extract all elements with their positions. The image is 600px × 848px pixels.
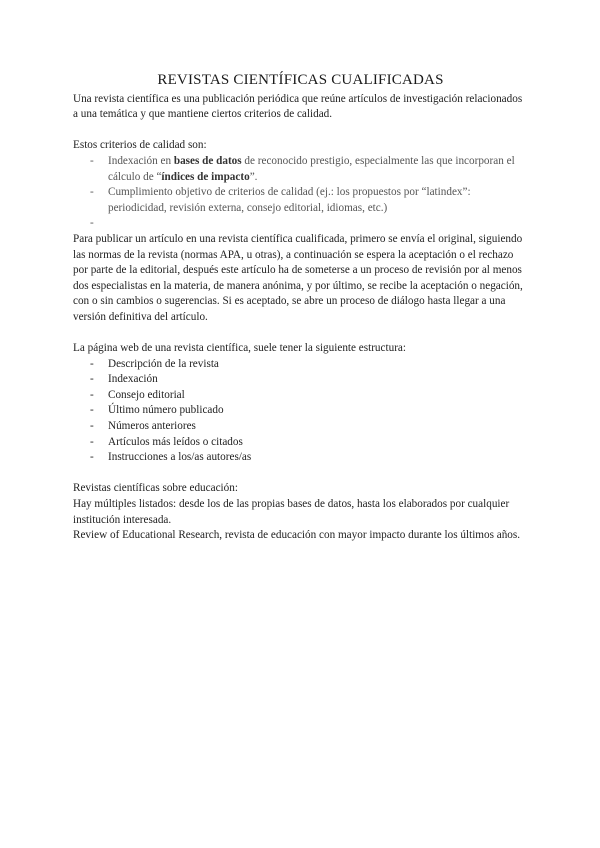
bullet: - <box>90 404 94 417</box>
criteria-list <box>73 154 528 232</box>
list-item <box>73 450 528 466</box>
criteria-item-text: ”. <box>249 170 258 183</box>
bullet: - <box>90 357 94 370</box>
bullet: - <box>90 154 94 167</box>
bullet: - <box>90 451 94 464</box>
spacer <box>73 326 528 342</box>
list-item-text: Indexación <box>108 373 158 386</box>
bullet: - <box>90 217 94 230</box>
bullet: - <box>90 186 94 199</box>
list-item-text: Último número publicado <box>108 404 224 417</box>
intro-paragraph: Una revista científica es una publicación periódica que reúne artículos de investigación relacionados a una temática y que mantiene ciertos criterios de calidad. <box>73 92 523 121</box>
bullet: - <box>90 420 94 433</box>
criteria-item-text: de reconocido prestigio, especialmente las que incorporan el cálculo de “ <box>108 154 515 183</box>
list-item-text: Números anteriores <box>108 420 196 433</box>
bullet: - <box>90 435 94 448</box>
education-heading: Revistas científicas sobre educación: <box>73 482 238 495</box>
list-item <box>73 357 528 373</box>
document-body <box>73 73 528 544</box>
spacer <box>73 466 528 482</box>
list-item <box>73 403 528 419</box>
list-item-text: Descripción de la revista <box>108 357 219 370</box>
bullet: - <box>90 373 94 386</box>
review-paragraph: Review of Educational Research, revista de educación con mayor impacto durante los últimos años. <box>73 529 521 542</box>
criteria-item-bold-impact: índices de impacto <box>161 170 250 183</box>
criteria-item-quality <box>73 185 528 216</box>
education-paragraph: Hay múltiples listados: desde los de las propias bases de datos, hasta los elaborados por cualquier institución interesada. <box>73 498 510 526</box>
list-item-text: Artículos más leídos o citados <box>108 435 243 448</box>
criteria-heading: Estos criterios de calidad son: <box>73 139 207 152</box>
list-item-text: Consejo editorial <box>108 388 185 401</box>
criteria-item-empty <box>73 216 528 232</box>
web-structure-list <box>73 357 528 466</box>
list-item <box>73 435 528 451</box>
web-structure-heading: La página web de una revista científica, suele tener la siguiente estructura: <box>73 342 406 355</box>
list-item <box>73 372 528 388</box>
document-title: REVISTAS CIENTÍFICAS CUALIFICADAS <box>157 72 444 88</box>
publish-paragraph: Para publicar un artículo en una revista científica cualificada, primero se envía el original, siguiendo las normas de la revista (normas APA, u otras), a continuación se espera la aceptación o el rechazo por parte de la editorial, después este artículo ha de someterse a un proceso de revisión por al menos dos especialistas en la materia, de manera anónima, y por último, se recibe la aceptación o negación, con o sin cambios o sugerencias. Si es aceptado, se abre un proceso de diálogo hasta llegar a una versión definitiva del artículo. <box>73 232 523 323</box>
criteria-item-text: Indexación en <box>108 154 174 167</box>
criteria-item-bold-databases: bases de datos <box>173 154 242 167</box>
list-item <box>73 419 528 435</box>
list-item-text: Instrucciones a los/as autores/as <box>108 451 252 464</box>
bullet: - <box>90 388 94 401</box>
criteria-item-indexation <box>73 154 528 185</box>
list-item <box>73 388 528 404</box>
criteria-item-text: Cumplimiento objetivo de criterios de calidad (ej.: los propuestos por “latindex”: periodicidad, revisión externa, consejo editorial, idiomas, etc.) <box>108 186 471 214</box>
spacer <box>73 123 528 139</box>
